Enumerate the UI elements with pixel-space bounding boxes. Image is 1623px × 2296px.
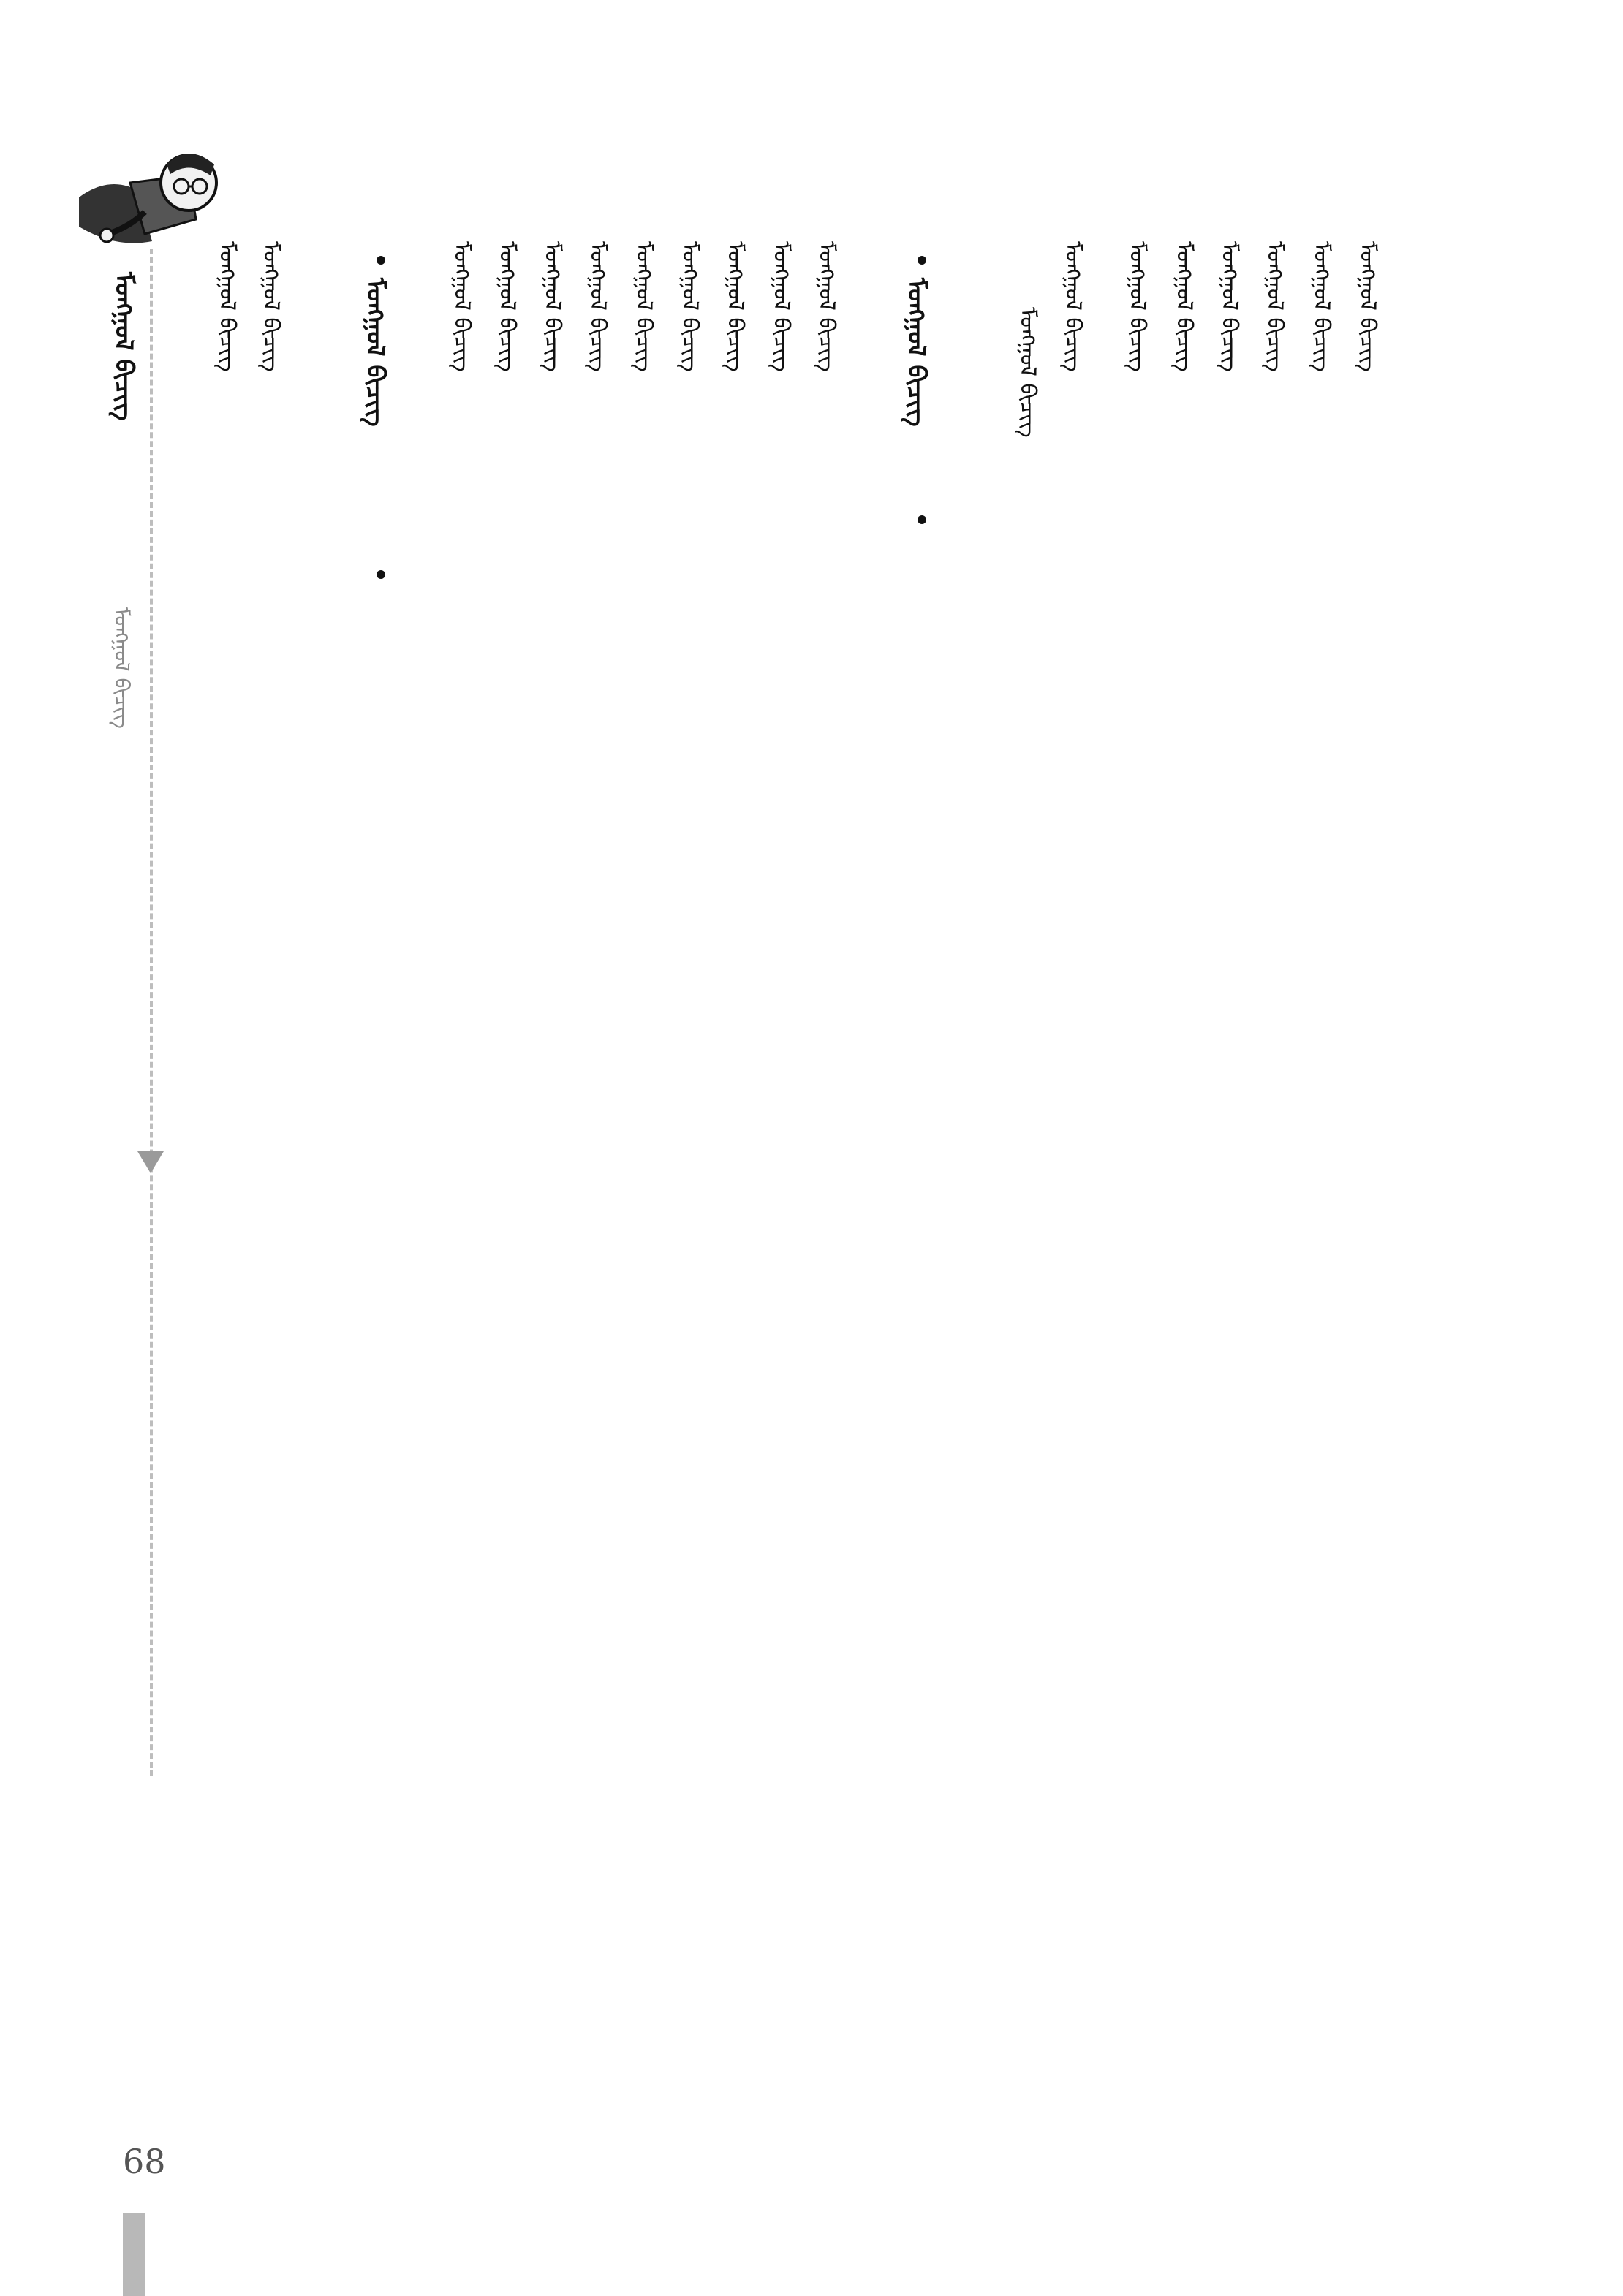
text-column-6: ᠮᠣᠩᠭᠣᠯ ᠪᠢᠴᠢᠭ [1124, 241, 1150, 372]
text-column-8: ᠮᠣᠩᠭᠣᠯ ᠪᠢᠴᠢᠭ [1015, 307, 1040, 438]
header-divider [150, 249, 153, 1776]
text-column-17: ᠮᠣᠩᠭᠣᠯ ᠪᠢᠴᠢᠭ [449, 241, 474, 372]
mascot-icon [64, 132, 225, 256]
text-column-7: ᠮᠣᠩᠭᠣᠯ ᠪᠢᠴᠢᠭ [1060, 241, 1086, 372]
text-column-2: ᠮᠣᠩᠭᠣᠯ ᠪᠢᠴᠢᠭ [1309, 241, 1334, 372]
section-title-1: ᠮᠣᠩᠭᠣᠯ ᠪᠢᠴᠢᠭ [901, 278, 931, 427]
text-column-12: ᠮᠣᠩᠭᠣᠯ ᠪᠢᠴᠢᠭ [677, 241, 703, 372]
section-title-2: ᠮᠣᠩᠭᠣᠯ ᠪᠢᠴᠢᠭ [360, 278, 390, 427]
text-column-13: ᠮᠣᠩᠭᠣᠯ ᠪᠢᠴᠢᠭ [631, 241, 657, 372]
section-bullet-bottom [918, 515, 926, 524]
header-arrow-icon [137, 1151, 164, 1173]
section-bullet-top [377, 256, 385, 265]
text-column-19: ᠮᠣᠩᠭᠣᠯ ᠪᠢᠴᠢᠭ [214, 241, 240, 372]
running-header-subtitle: ᠮᠣᠩᠭᠣᠯ ᠪᠢᠴᠢᠭ [110, 607, 134, 729]
text-column-9: ᠮᠣᠩᠭᠣᠯ ᠪᠢᠴᠢᠭ [814, 241, 839, 372]
section-bullet-top [918, 256, 926, 265]
text-column-10: ᠮᠣᠩᠭᠣᠯ ᠪᠢᠴᠢᠭ [768, 241, 794, 372]
text-column-1: ᠮᠣᠩᠭᠣᠯ ᠪᠢᠴᠢᠭ [1355, 241, 1380, 372]
page-tab-bar [123, 2213, 145, 2296]
text-column-11: ᠮᠣᠩᠭᠣᠯ ᠪᠢᠴᠢᠭ [722, 241, 748, 372]
running-header-title: ᠮᠣᠩᠭᠣᠯ ᠪᠢᠴᠢᠭ [109, 272, 138, 421]
text-column-5: ᠮᠣᠩᠭᠣᠯ ᠪᠢᠴᠢᠭ [1171, 241, 1197, 372]
section-bullet-bottom [377, 570, 385, 579]
text-column-4: ᠮᠣᠩᠭᠣᠯ ᠪᠢᠴᠢᠭ [1217, 241, 1242, 372]
text-column-14: ᠮᠣᠩᠭᠣᠯ ᠪᠢᠴᠢᠭ [585, 241, 610, 372]
text-column-15: ᠮᠣᠩᠭᠣᠯ ᠪᠢᠴᠢᠭ [540, 241, 565, 372]
page-number: 68 [123, 2142, 166, 2181]
text-column-3: ᠮᠣᠩᠭᠣᠯ ᠪᠢᠴᠢᠭ [1262, 241, 1287, 372]
text-column-18: ᠮᠣᠩᠭᠣᠯ ᠪᠢᠴᠢᠭ [258, 241, 284, 372]
text-column-16: ᠮᠣᠩᠭᠣᠯ ᠪᠢᠴᠢᠭ [494, 241, 520, 372]
